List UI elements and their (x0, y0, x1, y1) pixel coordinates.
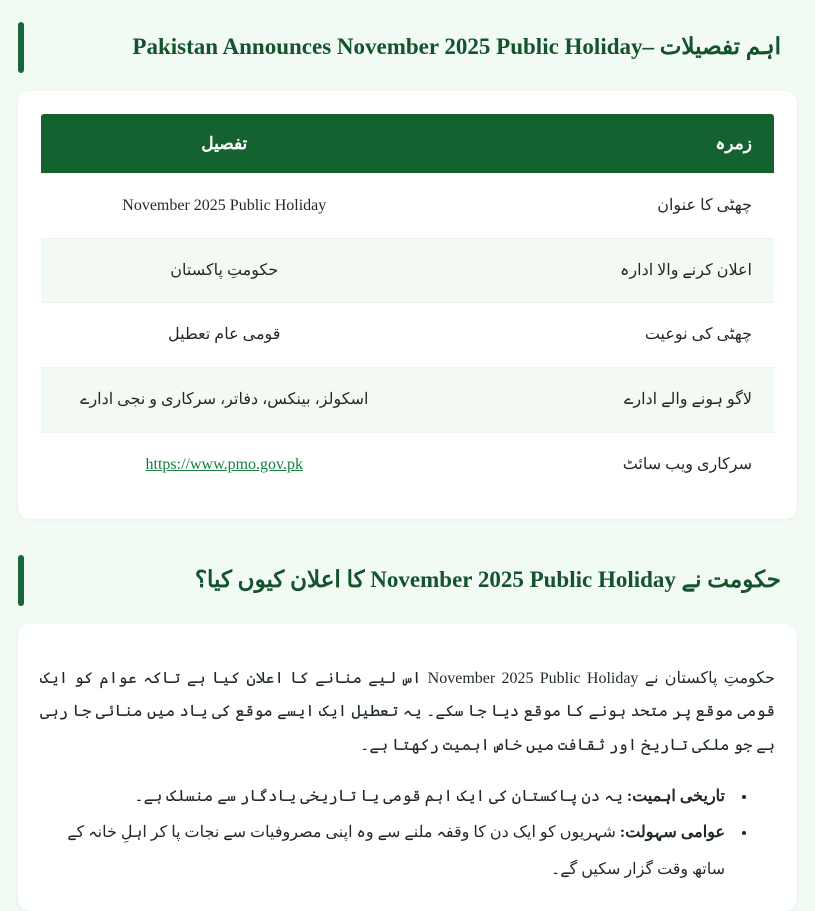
row-label: اعلان کرنے والا ادارہ (408, 238, 775, 303)
table-row (41, 368, 775, 433)
heading-accent-bar (18, 555, 24, 606)
section-heading-why (18, 555, 797, 606)
row-value: قومی عام تعطیل (41, 303, 408, 368)
page-title: اہم تفصیلات –Pakistan Announces November 2025 Public Holiday (132, 34, 781, 59)
list-item-text: شہریوں کو ایک دن کا وقفہ ملنے سے وہ اپنی مصروفیات سے نجات پا کر اہلِ خانہ کے ساتھ وقت گزار سکیں گے۔ (67, 824, 725, 879)
details-table-head (41, 113, 775, 174)
row-value (41, 432, 408, 497)
list-item (40, 779, 731, 816)
list-item-title: عوامی سہولت: (619, 824, 725, 842)
section-title-why: حکومت نے November 2025 Public Holiday کا اعلان کیوں کیا؟ (194, 567, 781, 593)
list-item (40, 815, 731, 889)
why-paragraph: حکومتِ پاکستان نے November 2025 Public Holiday اس لیے منانے کا اعلان کیا ہے تاکہ عوام کو ایک قومی موقع پر متحد ہونے کا موقع دیا جا سکے۔ یہ تعطیل ایک ایسے موقع کی یاد میں منائی جا رہی ہے جو ملکی تاریخ اور ثقافت میں خاص اہمیت رکھتا ہے۔ (40, 669, 776, 754)
table-row (41, 303, 775, 368)
row-value (41, 174, 408, 239)
spacer (0, 519, 815, 533)
row-label: چھٹی کی نوعیت (408, 303, 775, 368)
official-website-link[interactable]: https://www.pmo.gov.pk (145, 455, 303, 473)
list-item-text: یہ دن پاکستان کی ایک اہم قومی یا تاریخی یادگار سے منسلک ہے۔ (134, 787, 627, 805)
row-label: چھٹی کا عنوان (408, 174, 775, 239)
row-value: اسکولز، بینکس، دفاتر، سرکاری و نجی ادارے (41, 368, 408, 433)
why-bullet-list (40, 779, 749, 889)
table-row (41, 238, 775, 303)
heading-accent-bar (18, 22, 24, 73)
article-page (0, 22, 815, 911)
table-row (41, 432, 775, 497)
details-card (18, 91, 797, 520)
row-label: لاگو ہونے والے ادارے (408, 368, 775, 433)
details-table (40, 113, 775, 498)
list-item-title: تاریخی اہمیت: (626, 787, 725, 805)
table-header-row (41, 113, 775, 174)
row-label: سرکاری ویب سائٹ (408, 432, 775, 497)
table-row (41, 174, 775, 239)
column-header-category: زمرہ (408, 113, 775, 174)
row-value: حکومتِ پاکستان (41, 238, 408, 303)
column-header-detail: تفصیل (41, 113, 408, 174)
details-table-body (41, 174, 775, 497)
row-value-text: November 2025 Public Holiday (122, 197, 327, 215)
section-heading-details (18, 22, 797, 73)
